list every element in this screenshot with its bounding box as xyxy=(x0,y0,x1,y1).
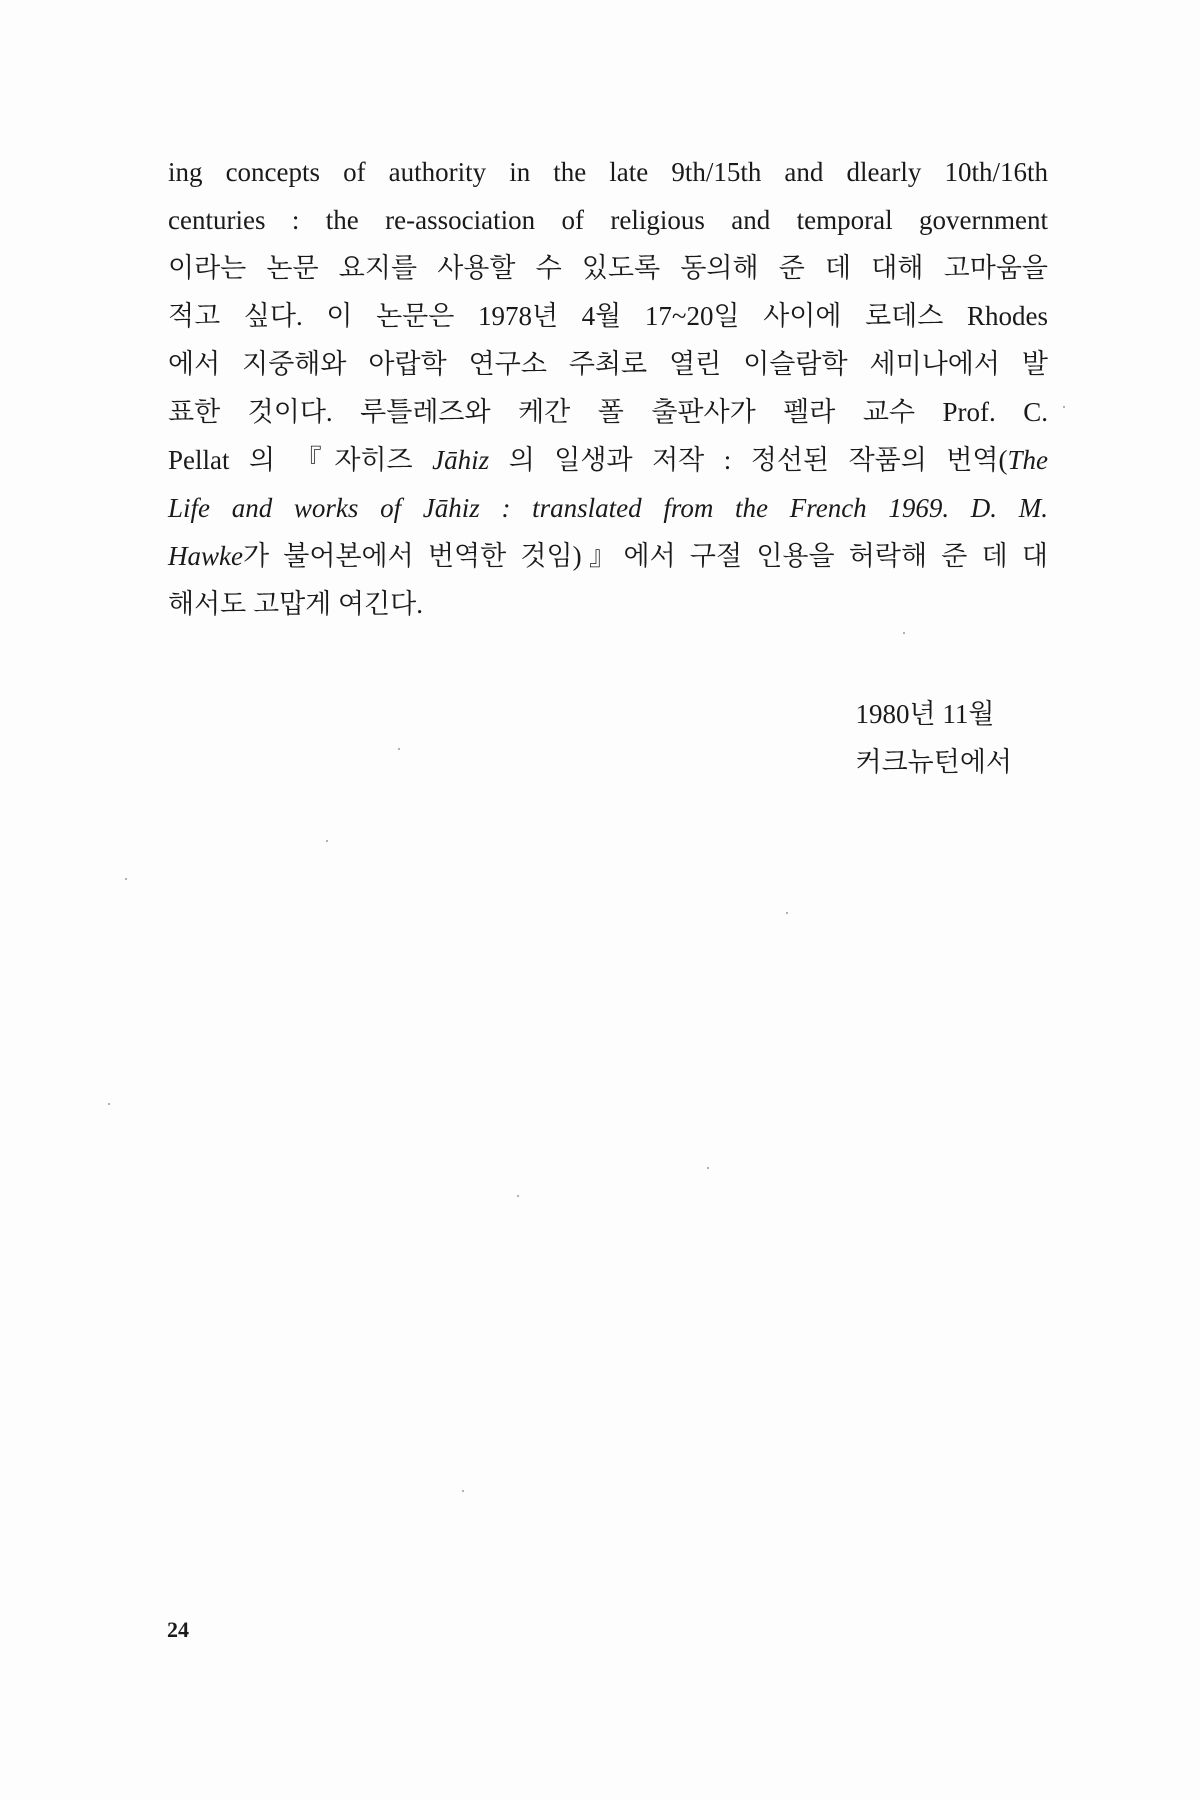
body-line xyxy=(168,388,1048,436)
signoff-date: 1980년 11월 xyxy=(855,699,995,729)
scan-speck xyxy=(398,748,400,750)
body-line-segment: Hawke xyxy=(168,541,243,571)
body-line-segment: 의 일생과 저작 : 정선된 작품의 번역( xyxy=(489,445,1008,475)
body-line xyxy=(168,340,1048,388)
page-number: 24 xyxy=(167,1617,189,1642)
body-line xyxy=(168,196,1048,244)
scan-speck xyxy=(125,878,127,880)
body-line-segment: 해서도 고맙게 여긴다. xyxy=(168,589,423,619)
body-line-segment: centuries : the re-association of religious and temporal government xyxy=(168,205,1048,235)
scan-speck xyxy=(108,1103,110,1105)
signoff-block xyxy=(856,690,1013,786)
body-paragraph xyxy=(168,148,1048,628)
body-line xyxy=(168,532,1048,580)
body-line xyxy=(168,436,1048,484)
scan-speck xyxy=(517,1195,519,1197)
scan-speck xyxy=(326,840,328,842)
body-line xyxy=(168,244,1048,292)
body-line-segment: ing concepts of authority in the late 9th/15th and dlearly 10th/16th xyxy=(168,157,1048,187)
body-line-segment: 에서 지중해와 아랍학 연구소 주최로 열린 이슬람학 세미나에서 발 xyxy=(168,349,1048,379)
scan-speck xyxy=(786,912,788,914)
body-line-segment: Pellat 의 『자히즈 xyxy=(168,445,433,475)
body-line-segment: 이라는 논문 요지를 사용할 수 있도록 동의해 준 데 대해 고마움을 xyxy=(168,253,1048,283)
body-line xyxy=(168,148,1048,196)
body-line-segment: 표한 것이다. 루틀레즈와 케간 폴 출판사가 펠라 교수 Prof. C. xyxy=(168,397,1048,427)
body-line-segment: The xyxy=(1007,445,1048,475)
body-line xyxy=(168,484,1048,532)
body-line-segment: 가 불어본에서 번역한 것임)』에서 구절 인용을 허락해 준 데 대 xyxy=(242,541,1048,571)
body-line-segment: Jāhiz xyxy=(432,445,490,475)
scan-speck xyxy=(903,632,905,634)
body-line xyxy=(168,580,1048,628)
body-line-segment: 적고 싶다. 이 논문은 1978년 4월 17~20일 사이에 로데스 Rhodes xyxy=(168,301,1048,331)
scan-speck xyxy=(1063,406,1065,408)
signoff-place: 커크뉴턴에서 xyxy=(855,747,1012,777)
scan-speck xyxy=(707,1167,709,1169)
body-line xyxy=(168,292,1048,340)
scan-speck xyxy=(462,1490,464,1492)
body-line-segment: Life and works of Jāhiz : translated from the French 1969. D. M. xyxy=(168,493,1048,523)
